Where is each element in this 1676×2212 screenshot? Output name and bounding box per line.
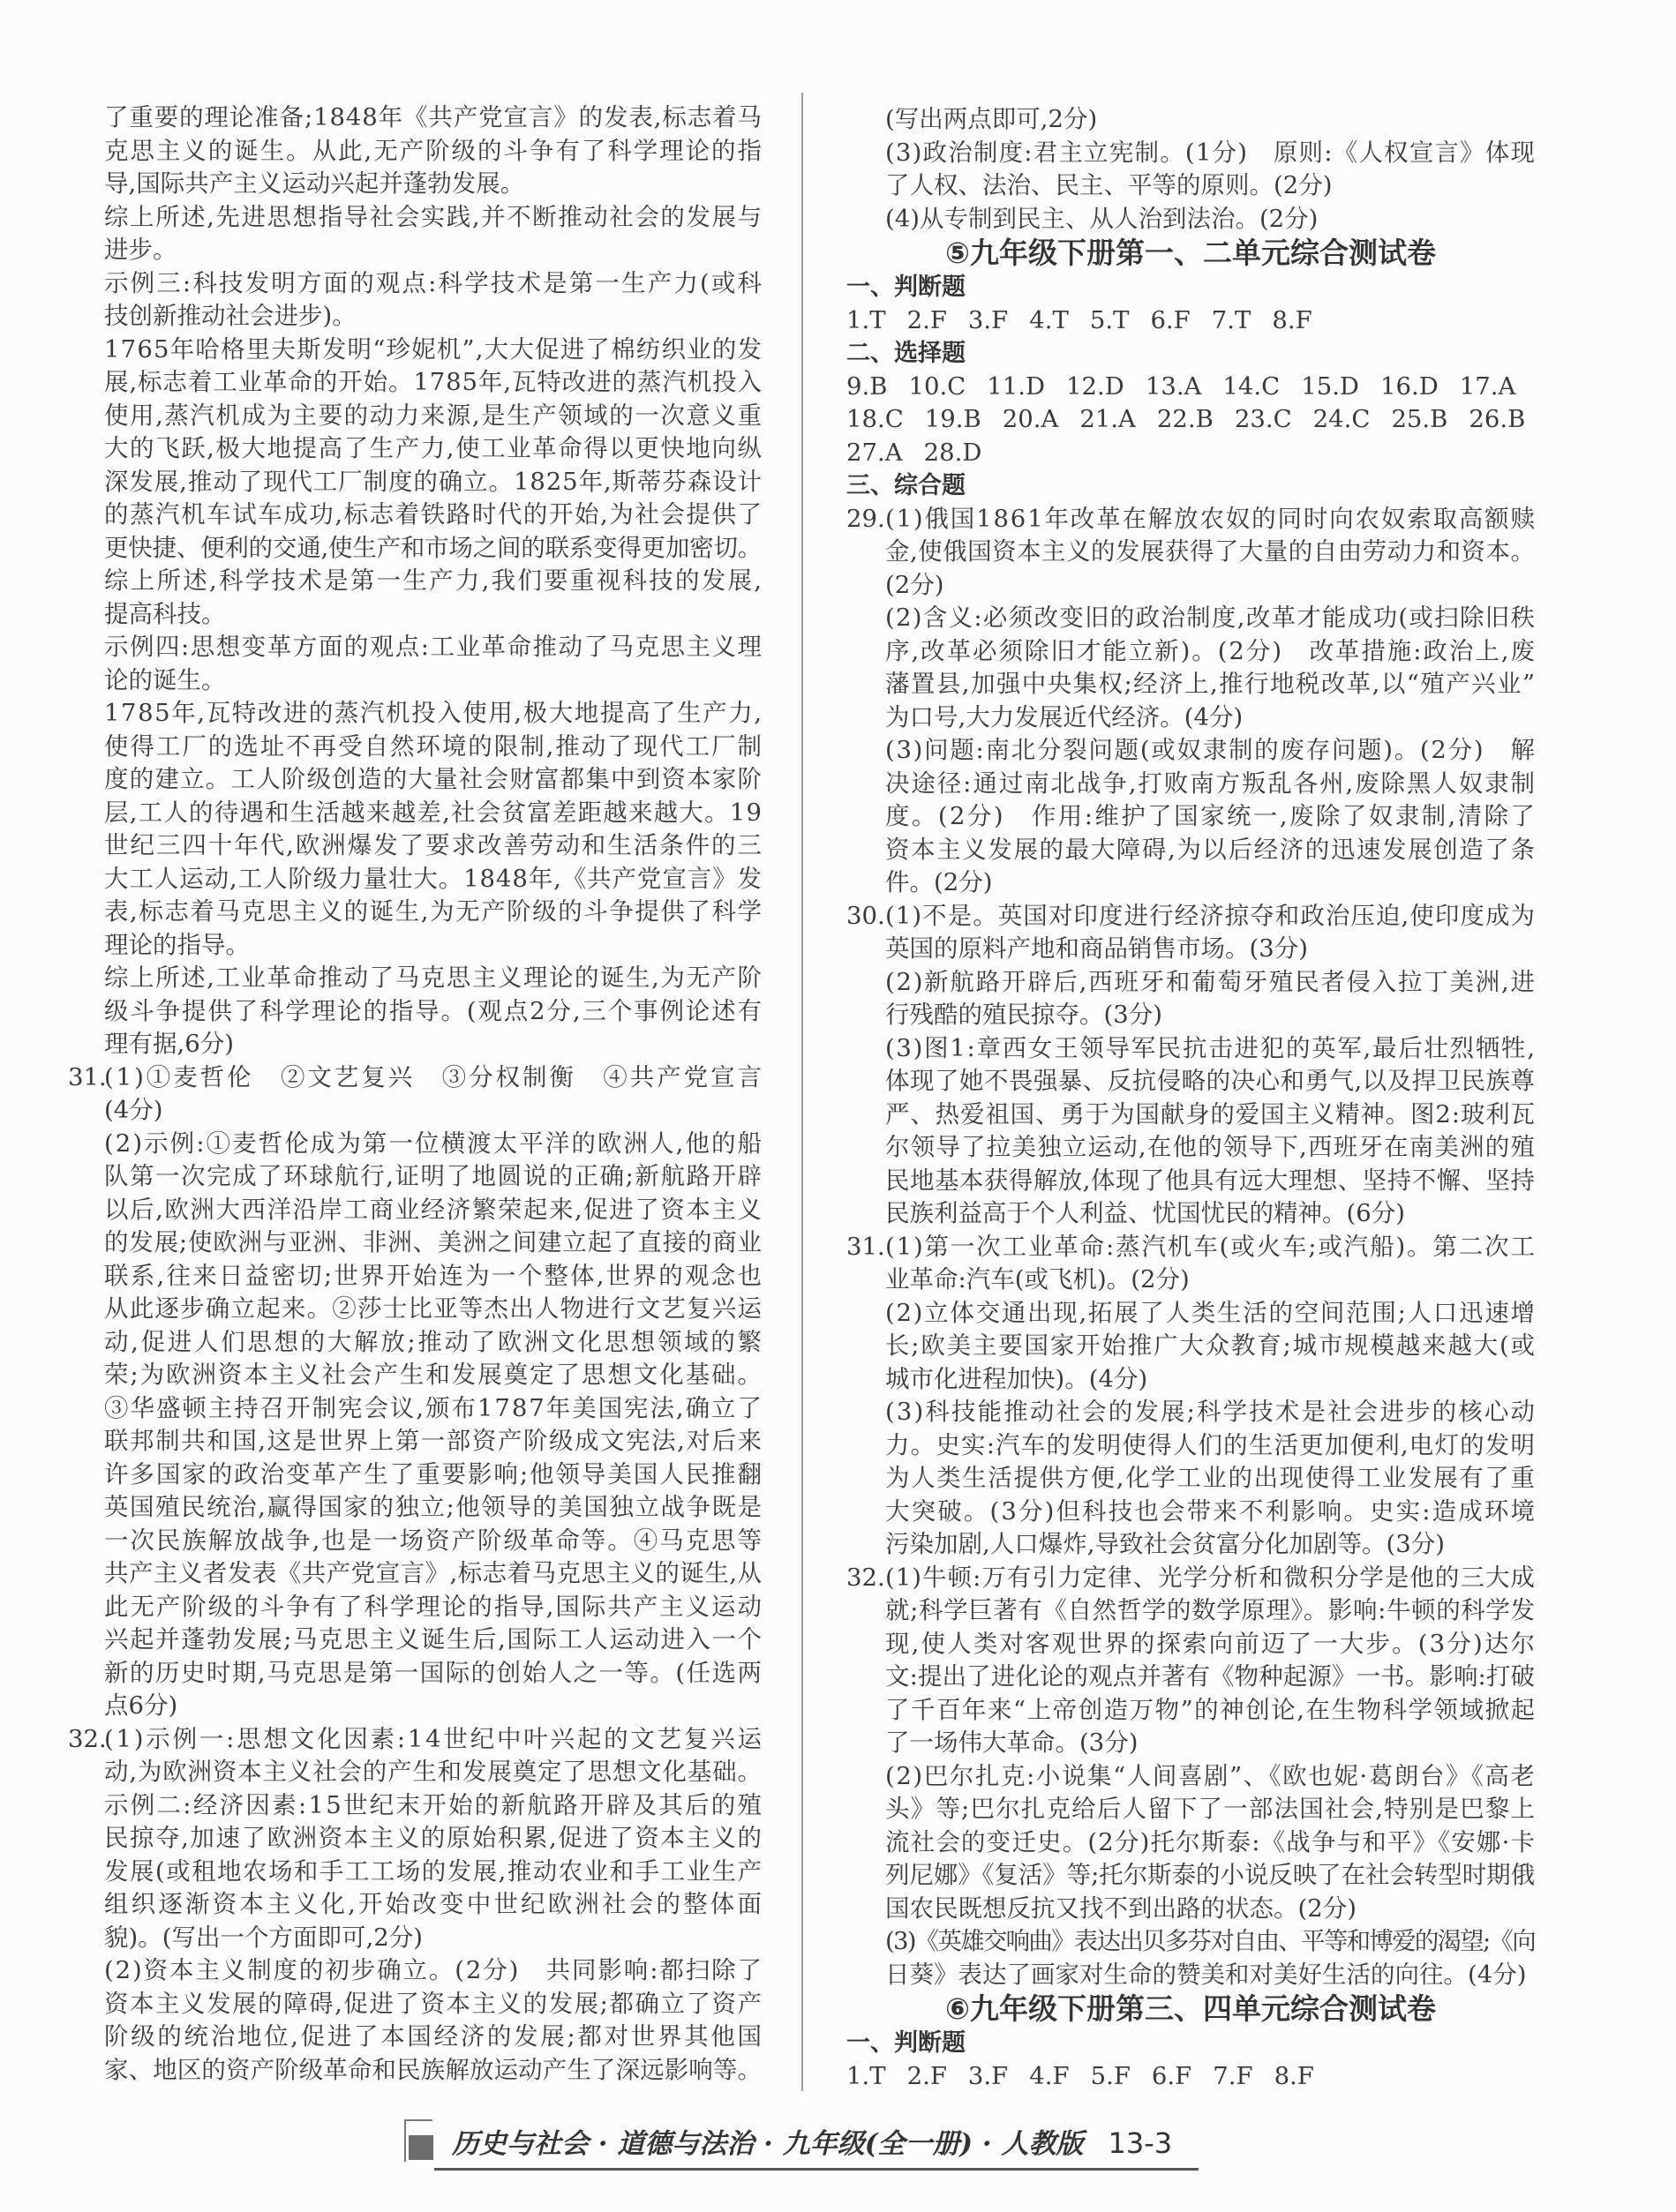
answer-item: 27.A: [846, 438, 903, 467]
answer-item: 15.D: [1301, 371, 1359, 401]
answer-item: 26.B: [1469, 405, 1526, 433]
question-number: 29.: [846, 504, 885, 533]
answer-item: 2.F: [906, 2061, 947, 2090]
text-line: 决途径:通过南北战争,打败南方叛乱各州,废除黑人奴隶制: [885, 769, 1537, 798]
text-line: 为口号,大力发展近代经济。(4分): [885, 702, 1244, 731]
text-line: (2)含义:必须改变旧的政治制度,改革才能成功(或扫除旧秩: [885, 604, 1537, 632]
answer-paragraph: [104, 697, 762, 962]
text-line: (写出两点即可,2分): [885, 105, 1098, 133]
text-line: 1765年哈格里夫斯发明“珍妮机”,大大促进了棉纺织业的发: [104, 334, 763, 364]
answer-item: 23.C: [1234, 405, 1292, 433]
text-line: (1)第一次工业革命:蒸汽机车(或火车;或汽船)。第二次工: [885, 1232, 1537, 1261]
answer-item: 3.F: [967, 2061, 1009, 2090]
answer-item: 11.D: [987, 371, 1046, 401]
text-line: 的蒸汽机车试车成功,标志着铁路时代的开始,为社会提供了: [104, 500, 763, 529]
text-line: 深发展,推动了现代工厂制度的确立。1825年,斯蒂芬森设计: [104, 467, 763, 496]
text-line: 资本主义发展的障碍,促进了资本主义的发展;都确立了资产: [104, 1989, 763, 2018]
text-line: 展,标志着工业革命的开始。1785年,瓦特改进的蒸汽机投入: [104, 368, 763, 396]
text-line: 貌)。(写出一个方面即可,2分): [104, 1923, 423, 1952]
answer-item: 1.T: [846, 2061, 886, 2090]
text-line: 业革命:汽车(或飞机)。(2分): [885, 1265, 1190, 1293]
text-line: 世纪三四十年代,欧洲爆发了要求改善劳动和生活条件的三: [104, 831, 763, 859]
text-line: 金,使俄国资本主义的发展获得了大量的自由劳动力和资本。: [885, 537, 1536, 566]
text-line: 组织逐渐资本主义化,开始改变中世纪欧洲社会的整体面: [104, 1890, 765, 1918]
answer-paragraph: [846, 1297, 1535, 1397]
text-line: 英国殖民统治,赢得国家的独立;他领导的美国独立战争既是: [104, 1493, 763, 1521]
column-divider: [801, 93, 803, 2091]
footer-body: [434, 2119, 1199, 2171]
answer-item: 20.A: [1002, 405, 1059, 433]
answer-key-row: [846, 304, 1535, 338]
footer-square-icon: [409, 2135, 433, 2160]
text-line: 严、热爱祖国、勇于为国献身的爱国主义精神。图2:玻利瓦: [885, 1099, 1536, 1128]
answer-paragraph: [846, 1231, 1535, 1297]
text-line: 度的建立。工人阶级创造的大量社会财富都集中到资本家阶: [104, 765, 763, 793]
answer-key-row: [846, 437, 1535, 470]
answer-paragraph: [846, 1925, 1535, 1991]
text-line: 件。(2分): [885, 868, 993, 896]
answer-item: 13.A: [1145, 371, 1202, 401]
question-number: 30.: [846, 901, 885, 930]
text-line: 1785年,瓦特改进的蒸汽机投入使用,极大地提高了生产力,: [104, 699, 763, 727]
text-line: 示例四:思想变革方面的观点:工业革命推动了马克思主义理: [104, 633, 763, 661]
answer-item: 19.B: [924, 405, 981, 433]
answer-item: 7.T: [1211, 305, 1251, 334]
answer-paragraph: [68, 1061, 764, 1128]
text-line: 文:提出了进化论的观点并著有《物种起源》一书。影响:打破: [885, 1662, 1536, 1691]
text-line: 动,为欧洲资本主义社会的产生和发展奠定了思想文化基础。: [104, 1758, 763, 1786]
text-line: (3)政治制度:君主立宪制。(1分) 原则:《人权宣言》体现: [885, 138, 1537, 167]
text-line: (1)牛顿:万有引力定律、光学分析和微积分学是他的三大成: [885, 1563, 1537, 1592]
answer-item: 3.F: [967, 305, 1009, 334]
text-line: 为人类生活提供方便,化学工业的出现使得工业发展有了重: [885, 1464, 1537, 1492]
text-line: 大的飞跃,极大地提高了生产力,使工业革命得以更快地向纵: [104, 434, 763, 462]
text-line: 提高科技。: [104, 599, 226, 628]
text-line: 序,改革必须除旧才能立新)。(2分) 改革措施:政治上,废: [885, 636, 1537, 665]
answer-paragraph: [846, 966, 1535, 1032]
text-line: 级斗争提供了科学理论的指导。(观点2分,三个事例论述有: [104, 996, 763, 1025]
answer-key-row: [846, 371, 1535, 404]
question-number: 32.: [846, 1563, 885, 1592]
answer-paragraph: [846, 1032, 1535, 1231]
text-line: 使得工厂的选址不再受自然环境的限制,推动了现代工厂制: [104, 731, 763, 761]
text-line: 列尼娜》《复活》等;托尔斯泰的小说反映了在社会转型时期俄: [885, 1861, 1535, 1889]
text-line: (1)示例一:思想文化因素:14世纪中叶兴起的文艺复兴运: [104, 1724, 764, 1753]
text-line: 理有据,6分): [104, 1030, 234, 1058]
answer-item: 25.B: [1391, 405, 1448, 433]
answer-paragraph: [846, 1396, 1535, 1562]
text-line: (4)从专制到民主、从人治到法治。(2分): [885, 204, 1319, 233]
answer-item: 28.D: [923, 438, 982, 467]
text-line: 此无产阶级的斗争有了科学理论的指导,国际共产主义运动: [104, 1592, 763, 1621]
answer-item: 16.D: [1380, 371, 1439, 401]
answer-item: 6.F: [1150, 305, 1191, 334]
text-line: 新的历史时期,马克思是第一国际的创始人之一等。(任选两: [104, 1658, 763, 1687]
answer-paragraph: [846, 1562, 1535, 1760]
text-line: 综上所述,工业革命推动了马克思主义理论的诞生,为无产阶: [104, 964, 763, 992]
text-line: (3)图1:章西女王领导军民抗击进犯的英军,最后壮烈牺牲,: [885, 1033, 1537, 1062]
question-number: 31.: [68, 1062, 107, 1091]
answer-paragraph: [104, 565, 762, 631]
answer-item: 21.A: [1079, 405, 1136, 433]
text-line: 阶级的统治地位,促进了本国经济的发展;都对世界其他国: [104, 2022, 764, 2051]
text-line: 动,促进人们思想的大解放;推动了欧洲文化思想领域的繁: [104, 1327, 764, 1356]
page-number: 13-3: [1108, 2126, 1173, 2160]
answer-paragraph: [846, 734, 1535, 900]
text-line: 长;欧美主要国家开始推广大众教育;城市规模越来越大(或: [885, 1331, 1537, 1360]
answer-paragraph: [846, 1760, 1535, 1926]
answer-paragraph: [104, 267, 762, 334]
text-line: 力。史实:汽车的发明使得人们的生活更加便利,电灯的发明: [885, 1430, 1537, 1459]
answer-item: 18.C: [846, 405, 904, 433]
text-line: 民掠夺,加速了欧洲资本主义的原始积累,促进了资本主义的: [104, 1824, 763, 1852]
text-line: 从此逐步确立起来。②莎士比亚等杰出人物进行文艺复兴运: [104, 1294, 763, 1323]
answer-item: 2.F: [906, 305, 947, 334]
text-line: 了千百年来“上帝创造万物”的神创论,在生物科学领域掀起: [885, 1695, 1537, 1724]
section-heading: 一、判断题: [846, 2029, 966, 2057]
text-line: 行残酷的殖民掠夺。(3分): [885, 1001, 1162, 1029]
text-line: 了一场伟大革命。(3分): [885, 1728, 1139, 1757]
answer-paragraph: [846, 203, 1535, 236]
question-number: 31.: [846, 1232, 885, 1261]
text-line: 以后,欧洲大西洋沿岸工商业经济繁荣起来,促进了资本主义: [104, 1195, 763, 1224]
text-line: 示例二:经济因素:15世纪末开始的新航路开辟及其后的殖: [104, 1790, 764, 1819]
text-line: (3)问题:南北分裂问题(或奴隶制的废存问题)。(2分) 解: [885, 736, 1537, 764]
left-column: [68, 101, 765, 2087]
footer-book-title: 历史与社会 · 道德与法治 · 九年级(全一册) · 人教版: [452, 2128, 1084, 2160]
text-line: (2)立体交通出现,拓展了人类生活的空间范围;人口迅速增: [885, 1298, 1537, 1327]
answer-key-row: [846, 2060, 1535, 2094]
answer-paragraph: [104, 101, 762, 201]
answer-item: 14.C: [1222, 371, 1281, 401]
text-line: 尔领导了拉美独立运动,在他的领导下,西班牙在南美洲的殖: [885, 1133, 1537, 1161]
text-line: (1)不是。英国对印度进行经济掠夺和政治压迫,使印度成为: [885, 901, 1537, 930]
footer-mark: [404, 2119, 434, 2160]
text-line: 技创新推动社会进步)。: [104, 302, 357, 330]
answer-paragraph: [68, 1723, 764, 1789]
text-line: 联系,往来日益密切;世界开始连为一个整体,世界的观念也: [104, 1261, 764, 1290]
text-line: 大工人运动,工人阶级力量壮大。1848年,《共产党宣言》发: [104, 864, 763, 893]
text-line: 了人权、法治、民主、平等的原则。(2分): [885, 171, 1333, 199]
text-line: (2)新航路开辟后,西班牙和葡萄牙殖民者侵入拉丁美洲,进: [885, 967, 1537, 996]
answer-item: 12.D: [1066, 371, 1124, 401]
answer-item: 5.F: [1090, 2061, 1131, 2090]
answer-paragraph: [104, 962, 762, 1061]
text-line: 荣;为欧洲资本主义社会产生和发展奠定了思想文化基础。: [104, 1361, 763, 1389]
section-heading: 二、选择题: [846, 340, 966, 367]
answer-item: 17.A: [1459, 371, 1516, 401]
section-heading: 一、判断题: [846, 274, 966, 301]
answer-paragraph: [846, 900, 1535, 966]
text-line: 论的诞生。: [104, 665, 226, 694]
answer-paragraph: [846, 137, 1535, 203]
section-heading: 三、综合题: [846, 472, 966, 499]
section-title: ⑥九年级下册第三、四单元综合测试卷: [945, 1991, 1436, 2026]
right-column: [846, 103, 1535, 2093]
text-line: 的发展;使欧洲与亚洲、非洲、美洲之间建立起了直接的商业: [104, 1228, 763, 1256]
text-line: 头》等;巴尔扎克给后人留下了一部法国社会,特别是巴黎上: [885, 1795, 1537, 1823]
text-line: 一次民族解放战争,也是一场资产阶级革命等。④马克思等: [104, 1526, 763, 1555]
text-line: 资本主义发展的最大障碍,为以后经济的迅速发展创造了条: [885, 835, 1537, 864]
text-line: 现,使人类对客观世界的探索向前迈了一大步。(3分)达尔: [885, 1629, 1537, 1658]
text-line: 许多国家的政治变革产生了重要影响;他领导美国人民推翻: [104, 1459, 763, 1488]
text-line: 综上所述,科学技术是第一生产力,我们要重视科技的发展,: [104, 566, 764, 595]
text-line: 层,工人的待遇和生活越来越差,社会贫富差距越来越大。19: [104, 798, 763, 827]
answer-item: 9.B: [846, 371, 888, 401]
answer-item: 6.F: [1151, 2061, 1192, 2090]
text-line: 民地基本获得解放,体现了他具有远大理想、坚持不懈、坚持: [885, 1166, 1536, 1195]
text-line: (2)巴尔扎克:小说集“人间喜剧”、《欧也妮·葛朗台》《高老: [885, 1761, 1537, 1790]
text-line: 日葵》表达了画家对生命的赞美和对美好生活的向往。(4分): [885, 1960, 1527, 1989]
section-title: ⑤九年级下册第一、二单元综合测试卷: [945, 236, 1436, 270]
text-line: 藩置县,加强中央集权;经济上,推行地税改革,以“殖产兴业”: [885, 670, 1537, 698]
text-line: 示例三:科技发明方面的观点:科学技术是第一生产力(或科: [104, 268, 764, 297]
answer-paragraph: [846, 602, 1535, 734]
answer-item: 22.B: [1156, 405, 1214, 433]
text-line: 进步。: [104, 236, 177, 264]
text-line: (2)资本主义制度的初步确立。(2分) 共同影响:都扫除了: [104, 1956, 763, 1984]
text-line: 点6分): [104, 1691, 178, 1720]
text-line: 使用,蒸汽机成为主要的动力来源,是生产领域的一次意义重: [104, 401, 763, 430]
text-line: (3)《英雄交响曲》表达出贝多芬对自由、平等和博爱的渴望;《向: [885, 1927, 1536, 1955]
text-line: (2分): [885, 570, 944, 599]
text-line: 了重要的理论准备;1848年《共产党宣言》的发表,标志着马: [104, 103, 763, 131]
text-line: (3)科技能推动社会的发展;科学技术是社会进步的核心动: [885, 1398, 1537, 1426]
text-line: 共产主义者发表《共产党宣言》,标志着马克思主义的诞生,从: [104, 1559, 763, 1587]
text-line: (1)①麦哲伦 ②文艺复兴 ③分权制衡 ④共产党宣言: [104, 1062, 764, 1091]
question-number: 32.: [68, 1724, 107, 1753]
text-line: 民族利益高于个人利益、忧国忧民的精神。(6分): [885, 1199, 1405, 1227]
answer-paragraph: [104, 1128, 762, 1723]
answer-paragraph: [104, 201, 762, 267]
page-footer: [404, 2119, 1199, 2162]
answer-item: 5.T: [1089, 305, 1130, 334]
text-line: 联邦制共和国,这是世界上第一部资产阶级成文宪法,对后来: [104, 1427, 763, 1455]
text-line: (4分): [104, 1096, 163, 1124]
text-line: 克思主义的诞生。从此,无产阶级的斗争有了科学理论的指: [104, 136, 763, 165]
text-line: 大突破。(3分)但科技也会带来不利影响。史实:造成环境: [885, 1496, 1537, 1526]
text-line: 度。(2分) 作用:维护了国家统一,废除了奴隶制,清除了: [885, 802, 1537, 830]
answer-item: 4.T: [1029, 305, 1069, 334]
answer-paragraph: [104, 631, 762, 697]
text-line: 发展(或租地农场和手工工场的发展,推动农业和手工业生产: [104, 1856, 763, 1886]
answer-paragraph: [104, 334, 762, 566]
text-line: (2)示例:①麦哲伦成为第一位横渡太平洋的欧洲人,他的船: [104, 1128, 764, 1158]
answer-item: 8.F: [1274, 2061, 1314, 2090]
answer-paragraph: [846, 503, 1535, 603]
text-line: 兴起并蓬勃发展;马克思主义诞生后,国际工人运动进入一个: [104, 1625, 763, 1653]
text-line: 表,标志着马克思主义的诞生,为无产阶级的斗争提供了科学: [104, 897, 763, 926]
text-line: 英国的原料产地和商品销售市场。(3分): [885, 934, 1308, 963]
answer-paragraph: [104, 1954, 762, 2087]
answer-item: 7.F: [1213, 2061, 1253, 2090]
answer-item: 10.C: [908, 371, 966, 401]
text-line: 综上所述,先进思想指导社会实践,并不断推动社会的发展与: [104, 202, 763, 231]
answer-item: 4.F: [1029, 2061, 1070, 2090]
answer-item: 1.T: [846, 305, 886, 334]
text-line: 队第一次完成了环球航行,证明了地圆说的正确;新航路开辟: [104, 1162, 763, 1190]
answer-item: 24.C: [1312, 405, 1371, 433]
text-line: 流社会的变迁史。(2分)托尔斯泰:《战争与和平》《安娜·卡: [885, 1827, 1537, 1856]
text-line: 城市化进程加快)。(4分): [885, 1364, 1148, 1393]
text-line: ③华盛顿主持召开制宪会议,颁布1787年美国宪法,确立了: [104, 1393, 763, 1422]
text-line: 污染加剧,人口爆炸,导致社会贫富分化加剧等。(3分): [885, 1530, 1445, 1558]
answer-key-row: [846, 403, 1535, 437]
answer-item: 8.F: [1272, 305, 1312, 334]
text-line: 家、地区的资产阶级革命和民族解放运动产生了深远影响等。: [104, 2055, 763, 2084]
text-line: 更快捷、便利的交通,使生产和市场之间的联系变得更加密切。: [104, 533, 762, 562]
text-line: 导,国际共产主义运动兴起并蓬勃发展。: [104, 169, 525, 198]
text-line: 体现了她不畏强暴、反抗侵略的决心和勇气,以及捍卫民族尊: [885, 1067, 1536, 1095]
answer-paragraph: [104, 1789, 765, 1955]
text-line: 国农民既想反抗又找不到出路的状态。(2分): [885, 1893, 1357, 1923]
text-line: (1)俄国1861年改革在解放农奴的同时向农奴索取高额赎: [885, 504, 1537, 533]
text-line: 理论的指导。: [104, 930, 250, 959]
text-line: 就;科学巨著有《自然哲学的数学原理》。影响:牛顿的科学发: [885, 1596, 1536, 1624]
answer-paragraph: [846, 103, 1535, 137]
